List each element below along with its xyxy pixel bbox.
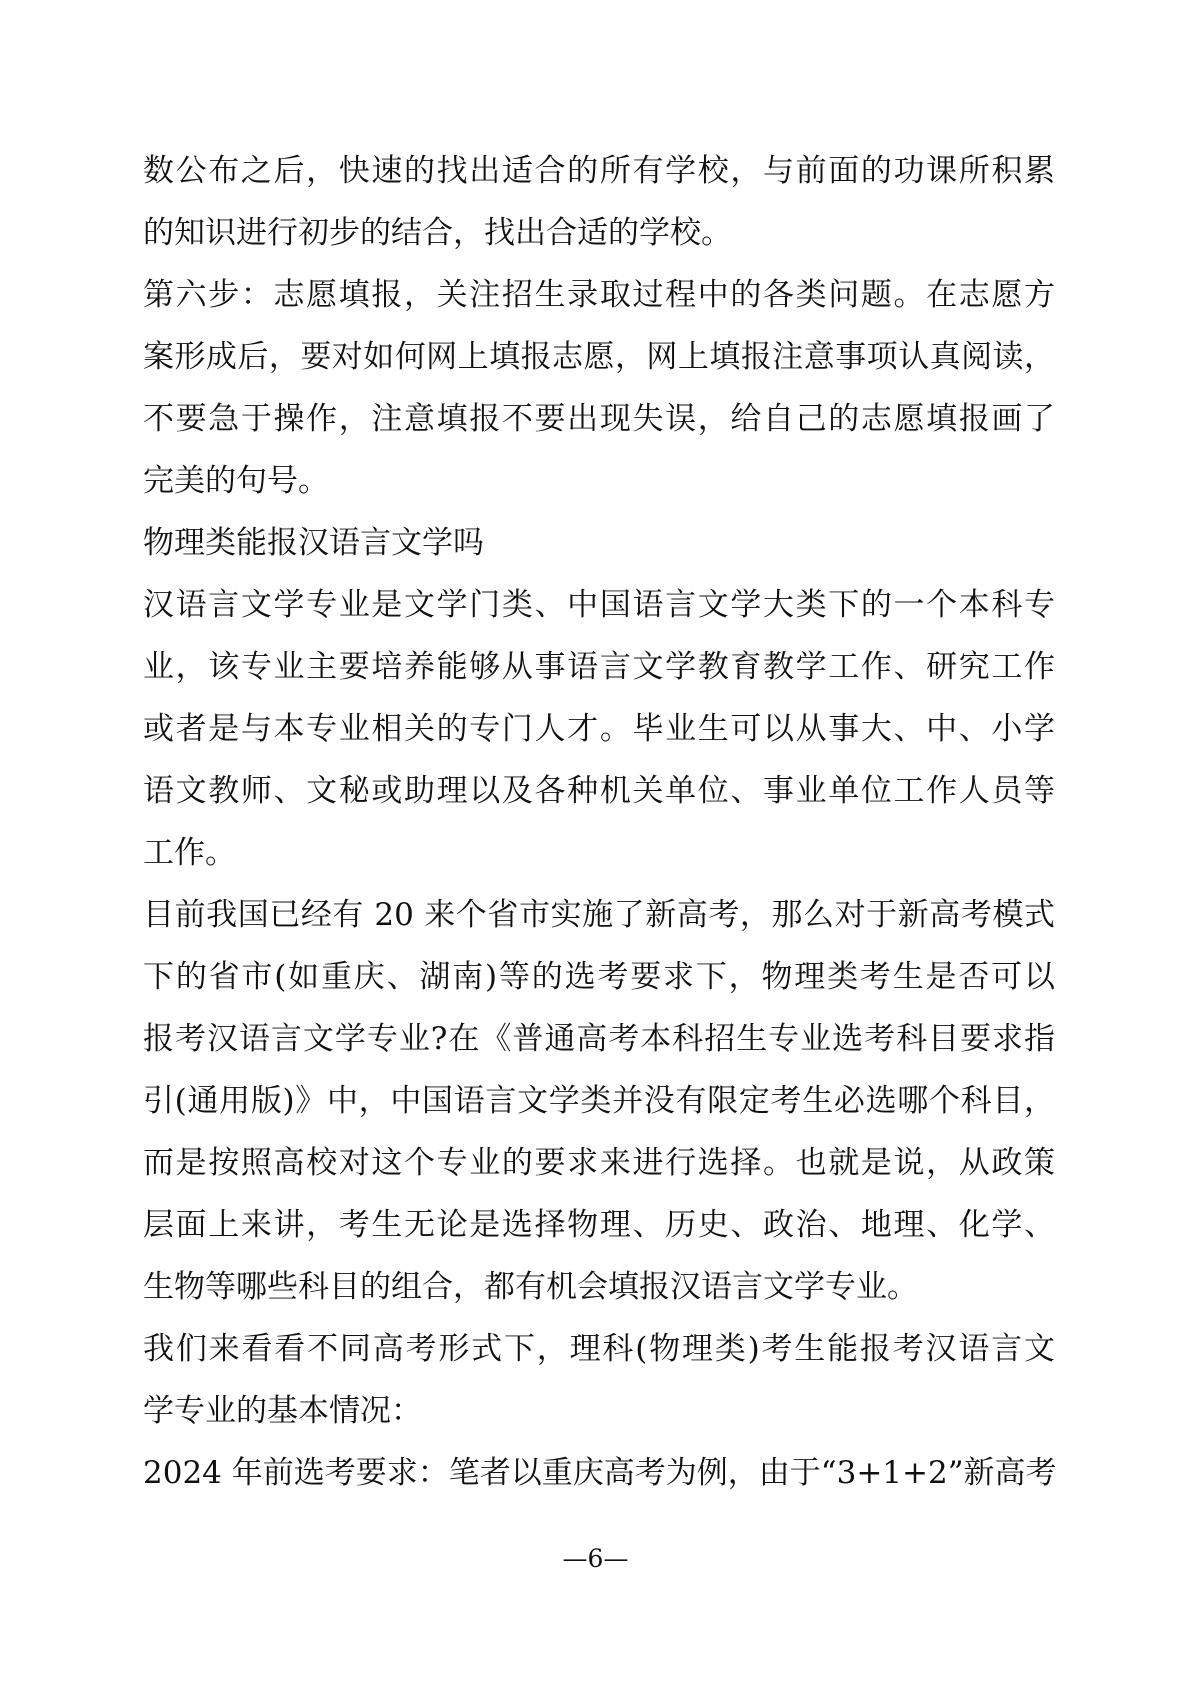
text-line: 工作。 [143, 835, 236, 871]
text-line: 汉语言文学专业是文学门类、中国语言文学大类下的一个本科专 [143, 587, 1055, 623]
text-line: 不要急于操作，注意填报不要出现失误，给自己的志愿填报画了 [143, 401, 1055, 437]
text-line: 生物等哪些科目的组合，都有机会填报汉语言文学专业。 [143, 1269, 918, 1305]
text-line: 报考汉语言文学专业?在《普通高考本科招生专业选考科目要求指 [143, 1021, 1055, 1057]
text-line: 第六步：志愿填报，关注招生录取过程中的各类问题。在志愿方 [143, 277, 1055, 313]
text-line: 完美的句号。 [143, 463, 329, 499]
text-line: 层面上来讲，考生无论是选择物理、历史、政治、地理、化学、 [143, 1207, 1055, 1243]
text-line: 引(通用版)》中，中国语言文学类并没有限定考生必选哪个科目， [143, 1083, 1055, 1119]
text-line: 下的省市(如重庆、湖南)等的选考要求下，物理类考生是否可以 [143, 959, 1055, 995]
text-line: 语文教师、文秘或助理以及各种机关单位、事业单位工作人员等 [143, 773, 1055, 809]
section-heading: 物理类能报汉语言文学吗 [143, 525, 484, 561]
text-line: 业，该专业主要培养能够从事语言文学教育教学工作、研究工作 [143, 649, 1055, 685]
text-line: 的知识进行初步的结合，找出合适的学校。 [143, 215, 732, 251]
text-line: 而是按照高校对这个专业的要求来进行选择。也就是说，从政策 [143, 1145, 1055, 1181]
text-line: 数公布之后，快速的找出适合的所有学校，与前面的功课所积累 [143, 153, 1055, 189]
text-line: 案形成后，要对如何网上填报志愿，网上填报注意事项认真阅读， [143, 339, 1055, 375]
document-body [143, 140, 1055, 1504]
text-line: 学专业的基本情况： [143, 1393, 422, 1429]
page-number: —6— [562, 1544, 629, 1573]
text-line: 2024 年前选考要求：笔者以重庆高考为例，由于“3+1+2”新高考 [143, 1455, 1057, 1491]
text-line: 或者是与本专业相关的专门人才。毕业生可以从事大、中、小学 [143, 711, 1055, 747]
text-line: 我们来看看不同高考形式下，理科(物理类)考生能报考汉语言文 [143, 1331, 1055, 1367]
text-line: 目前我国已经有 20 来个省市实施了新高考，那么对于新高考模式 [143, 897, 1055, 933]
